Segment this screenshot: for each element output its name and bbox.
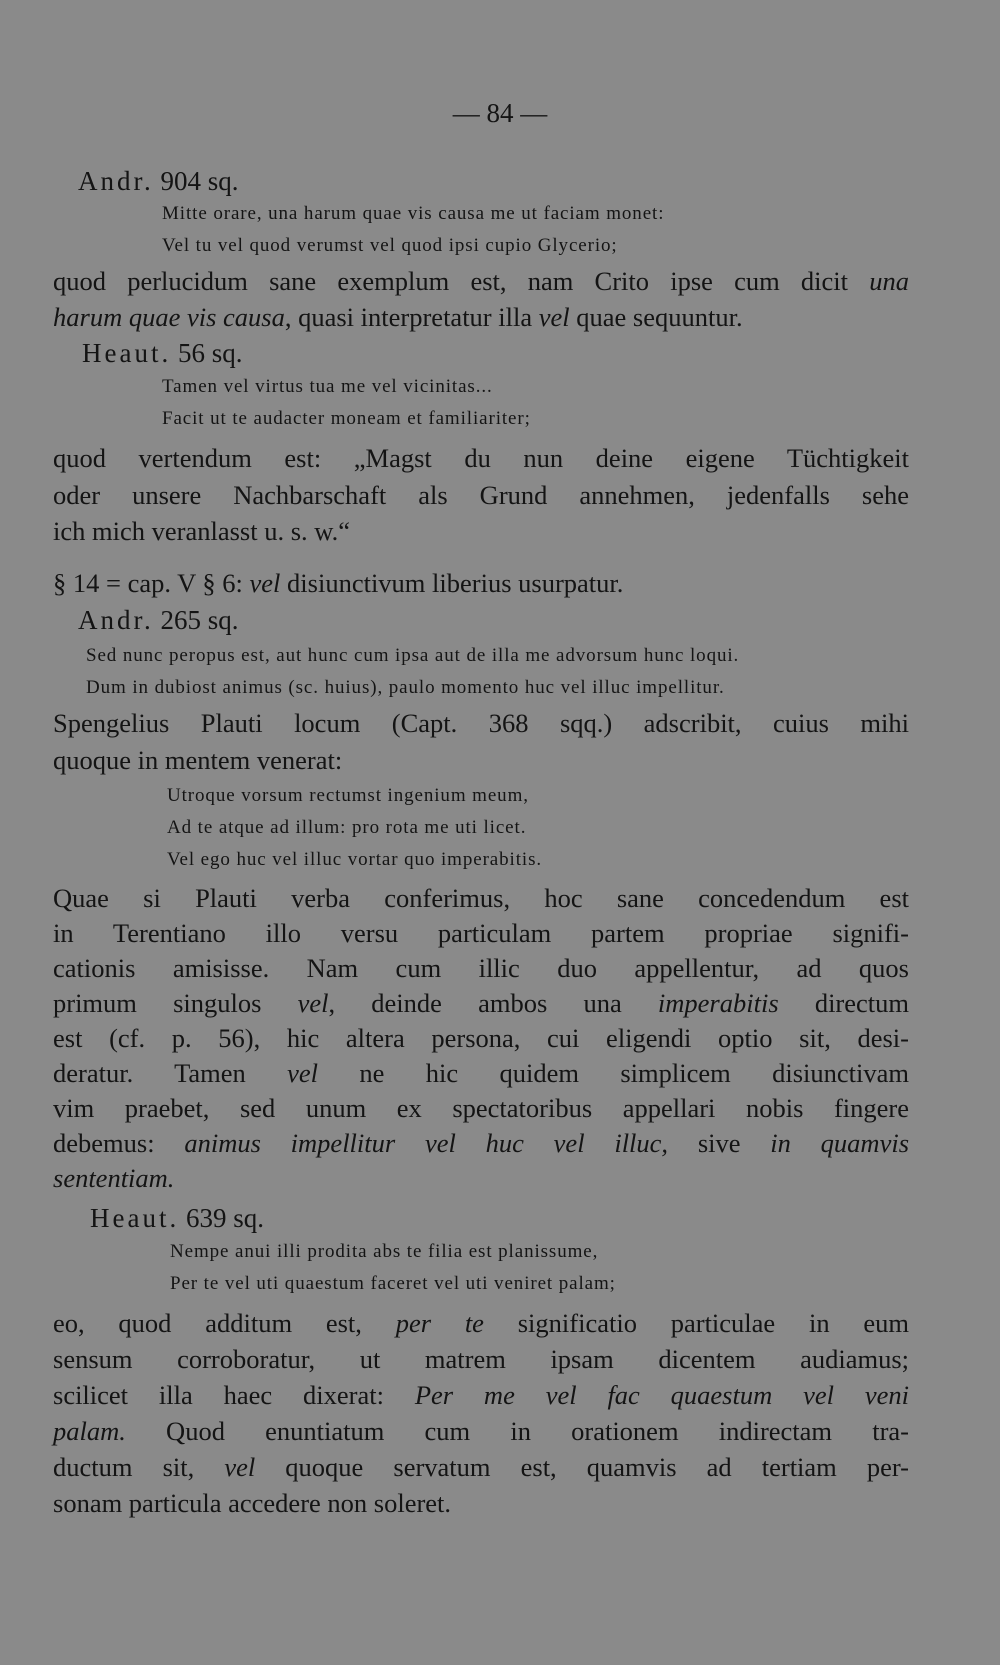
reference-work: Andr. [78,605,154,635]
prose-line [53,1095,909,1122]
prose-line [53,1310,909,1337]
verse-quote-line: Nempe anui illi prodita abs te filia est planissume, [170,1241,599,1262]
prose-line [53,747,909,774]
reference-location: 265 sq. [160,605,239,635]
text-segment: Quod enuntiatum cum in orationem indirectam tra- [125,1416,909,1446]
reference-location: 56 sq. [177,338,243,368]
prose-line [53,1418,909,1445]
verse-quote-line: Vel ego huc vel illuc vortar quo imperabitis. [167,849,543,870]
source-reference [82,340,242,367]
text-segment: ductum sit, [53,1452,225,1482]
reference-location: 639 sq. [185,1203,264,1233]
text-segment: significatio particulae in eum [483,1308,909,1338]
verse-quote-line: Mitte orare, una harum quae vis causa me ut faciam monet: [162,203,665,224]
text-segment: est (cf. p. 56), hic altera persona, cui eligendi optio sit, desi- [53,1023,909,1053]
prose-line [53,1454,909,1481]
verse-quote-line: Vel tu vel quod verumst vel quod ipsi cupio Glycerio; [162,235,618,256]
source-reference [78,168,239,195]
text-segment: vim praebet, sed unum ex spectatoribus appellari nobis fingere [53,1093,909,1123]
prose-line [53,268,909,295]
text-segment: quae sequuntur. [569,302,743,332]
italic-text: vel [297,988,329,1018]
italic-text: una [869,266,909,296]
text-segment: cationis amisisse. Nam cum illic duo appellentur, ad quos [53,953,909,983]
prose-line [53,1025,909,1052]
reference-work: Heaut. [90,1203,180,1233]
prose-line [53,1130,909,1157]
text-segment: sonam particula accedere non soleret. [53,1488,452,1518]
prose-line [53,955,909,982]
text-segment: Spengelius Plauti locum (Capt. 368 sqq.) adscribit, cuius mihi [53,708,909,738]
text-segment: sensum corroboratur, ut matrem ipsam dicentem audiamus; [53,1344,909,1374]
prose-line [53,1490,909,1517]
prose-line [53,304,909,331]
italic-text: animus impellitur vel huc vel illuc, [184,1128,669,1158]
text-segment: § 14 = cap. V § 6: [53,568,250,598]
text-segment: oder unsere Nachbarschaft als Grund annehmen, jedenfalls sehe [53,480,909,510]
prose-line [53,445,909,472]
text-segment: ne hic quidem simplicem disiunctivam [318,1058,909,1088]
verse-quote-line: Facit ut te audacter moneam et familiariter; [162,408,531,429]
text-segment: primum singulos [53,988,298,1018]
text-segment: Quae si Plauti verba conferimus, hoc sane concedendum est [53,883,909,913]
text-segment: sive [668,1128,771,1158]
italic-text: Per me vel fac quaestum vel veni [414,1380,909,1410]
text-segment: quoque in mentem venerat: [53,745,343,775]
italic-text: harum quae vis causa [53,302,285,332]
prose-line [53,990,909,1017]
italic-text: imperabitis [657,988,779,1018]
italic-text: vel [249,568,281,598]
source-reference [78,607,239,634]
text-segment: quoque servatum est, quamvis ad tertiam per- [255,1452,910,1482]
italic-text: palam. [53,1416,126,1446]
reference-location: 904 sq. [160,166,239,196]
text-segment: eo, quod additum est, [53,1308,396,1338]
text-segment: debemus: [53,1128,185,1158]
italic-text: per te [395,1308,484,1338]
source-reference [90,1205,264,1232]
verse-quote-line: Sed nunc peropus est, aut hunc cum ipsa aut de illa me advorsum hunc loqui. [86,645,740,666]
text-segment: quod perlucidum sane exemplum est, nam Crito ipse cum dicit [53,266,870,296]
text-segment: ich mich veranlasst u. s. w.“ [53,516,351,546]
text-segment: , quasi interpretatur illa [284,302,539,332]
italic-text: sententiam. [53,1163,175,1193]
italic-text: vel [224,1452,256,1482]
text-segment: directum [778,988,909,1018]
prose-line [53,885,909,912]
italic-text: vel [287,1058,319,1088]
prose-line [53,710,909,737]
verse-quote-line: Utroque vorsum rectumst ingenium meum, [167,785,529,806]
verse-quote-line: Ad te atque ad illum: pro rota me uti licet. [167,817,527,838]
text-segment: , deinde ambos una [328,988,658,1018]
text-segment: quod vertendum est: „Magst du nun deine eigene Tüchtigkeit [53,443,909,473]
prose-line [53,1346,909,1373]
prose-line [53,570,909,597]
page-number: — 84 — [452,98,548,128]
text-segment: disiunctivum liberius usurpatur. [280,568,624,598]
prose-line [53,1165,909,1192]
text-segment: deratur. Tamen [53,1058,288,1088]
text-segment: scilicet illa haec dixerat: [53,1380,415,1410]
prose-line [53,518,909,545]
reference-work: Andr. [78,166,154,196]
italic-text: vel [538,302,570,332]
text-segment: in Terentiano illo versu particulam partem propriae signifi- [53,918,909,948]
italic-text: in quamvis [770,1128,910,1158]
reference-work: Heaut. [82,338,172,368]
verse-quote-line: Tamen vel virtus tua me vel vicinitas... [162,376,493,397]
prose-line [53,920,909,947]
prose-line [53,1060,909,1087]
verse-quote-line: Per te vel uti quaestum faceret vel uti veniret palam; [170,1273,616,1294]
prose-line [53,482,909,509]
verse-quote-line: Dum in dubiost animus (sc. huius), paulo momento huc vel illuc impellitur. [86,677,725,698]
prose-line [53,1382,909,1409]
